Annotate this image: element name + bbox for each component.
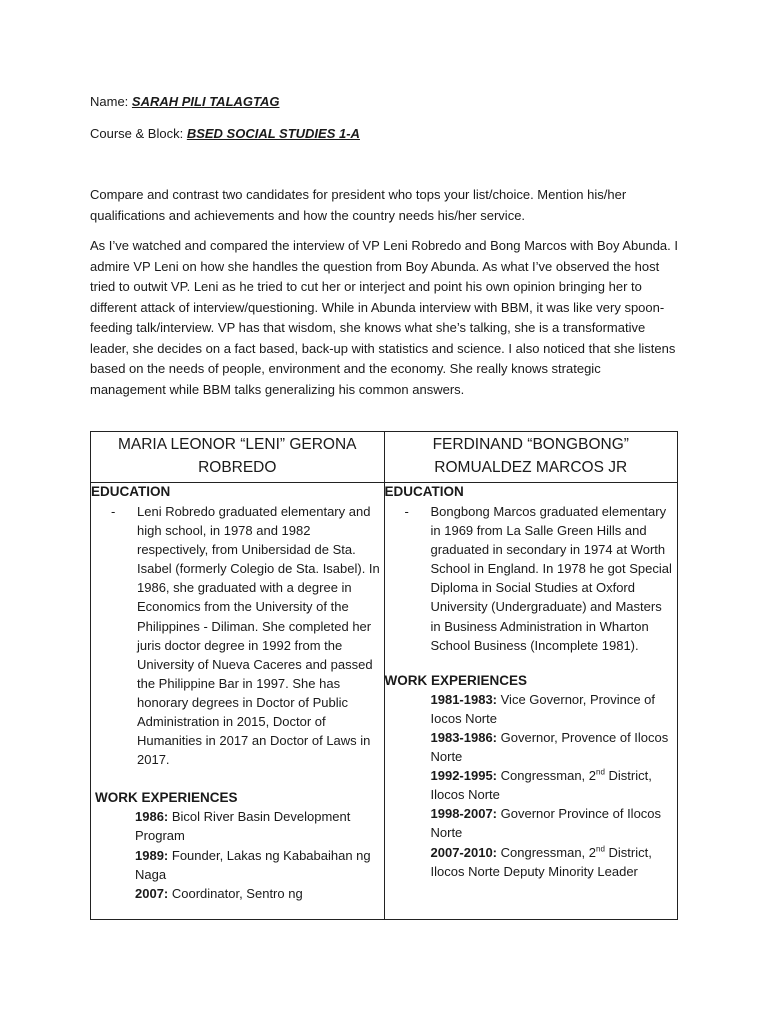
essay-body: As I’ve watched and compared the interview of VP Leni Robredo and Bong Marcos with Boy Abunda. I admire VP Leni on how she handles the question from Boy Abunda. As what I’ve observed the host tried to outwit VP. Leni as he tried to cut her or interject and point his own opinion bringing her to different attack of interview/questioning. While in Abunda interview with BBM, it was like very spoon-feeding talk/interview. VP has that wisdom, she knows what she’s talking, she is a transformative leader, she decides on a fact based, back-up with statistics and science. I also noticed that she listens based on the needs of people, environment and the economy. She really knows strategic management while BBM talks generalizing his common answers. <box>90 238 678 397</box>
work-desc: Governor Province of Ilocos Norte <box>430 806 662 841</box>
work-desc-pre: Congressman, 2 <box>500 768 597 784</box>
course-label: Course & Block: <box>90 126 184 141</box>
left-work-item <box>135 846 384 884</box>
work-desc: Bicol River Basin Development Program <box>135 809 351 844</box>
work-desc-post: District, Ilocos Norte Deputy Minority Leader <box>430 844 652 879</box>
left-education-item <box>91 502 384 769</box>
work-year: 2007-2010: <box>430 844 497 860</box>
comparison-table <box>90 431 678 920</box>
essay-prompt: Compare and contrast two candidates for president who tops your list/choice. Mention his/her qualifications and achievements and how the country needs his/her service. <box>90 187 627 223</box>
course-value: BSED SOCIAL STUDIES 1-A <box>186 126 360 141</box>
right-work-item <box>431 804 678 842</box>
right-work-item <box>431 843 678 881</box>
right-candidate-cell <box>384 483 678 920</box>
work-desc: Coordinator, Sentro ng <box>171 885 303 901</box>
bullet-dash: - <box>404 504 409 519</box>
name-label: Name: <box>90 94 129 109</box>
work-year: 1986: <box>135 809 169 825</box>
left-education-text: Leni Robredo graduated elementary and high school, in 1978 and 1982 respectively, from Unibersidad de Sta. Isabel (formerly Colegio de Sta. Isabel). In 1986, she graduated with a degree in Economics from the University of the Philippines - Diliman. She completed her juris doctor degree in 1992 from the University of Nueva Caceres and passed the Philippine Bar in 1997. She has honorary degrees in Doctor of Public Administration in 2015, Doctor of Humanities in 2017 an Doctor of Laws in 2017. <box>137 504 380 768</box>
course-line <box>90 126 360 141</box>
left-education-label: EDUCATION <box>91 484 171 499</box>
right-work-label: WORK EXPERIENCES <box>384 672 528 688</box>
work-desc: Founder, Lakas ng Kababaihan ng Naga <box>135 847 371 882</box>
name-line <box>90 94 280 109</box>
work-year: 1998-2007: <box>430 806 497 822</box>
left-candidate-cell <box>91 483 385 920</box>
right-education-text: Bongbong Marcos graduated elementary in 1969 from La Salle Green Hills and graduated in secondary in 1974 at Worth School in England. In 1978 he got Special Diploma in Social Studies at Oxford University (Undergraduate) and Masters in Business Administration in Wharton School Business (Incomplete 1981). <box>430 504 672 653</box>
work-year: 1992-1995: <box>430 768 497 784</box>
table-body-row <box>91 483 678 920</box>
work-desc-post: District, Ilocos Norte <box>430 768 652 803</box>
table-header-row <box>91 432 678 483</box>
work-desc: Governor, Provence of Ilocos Norte <box>430 729 669 765</box>
work-year: 1981-1983: <box>430 691 497 707</box>
left-work-item <box>135 884 384 903</box>
work-year: 1989: <box>135 847 169 863</box>
bullet-dash: - <box>111 504 116 519</box>
left-candidate-heading: MARIA LEONOR “LENI” GERONA ROBREDO <box>91 432 385 483</box>
right-education-item <box>385 502 678 655</box>
work-desc: Vice Governor, Province of Iocos Norte <box>430 691 656 726</box>
work-desc-pre: Congressman, 2 <box>500 844 597 860</box>
left-work-label: WORK EXPERIENCES <box>95 790 238 806</box>
work-year: 2007: <box>135 885 169 901</box>
left-work-item <box>135 807 384 845</box>
right-candidate-heading: FERDINAND “BONGBONG” ROMUALDEZ MARCOS JR <box>384 432 678 483</box>
name-value: SARAH PILI TALAGTAG <box>131 94 280 109</box>
right-education-label: EDUCATION <box>384 484 464 499</box>
right-work-item <box>431 690 678 728</box>
ordinal-suffix: nd <box>596 767 605 777</box>
ordinal-suffix: nd <box>596 844 605 854</box>
right-work-item <box>431 728 678 766</box>
work-year: 1983-1986: <box>430 729 497 745</box>
right-work-item <box>431 766 678 804</box>
